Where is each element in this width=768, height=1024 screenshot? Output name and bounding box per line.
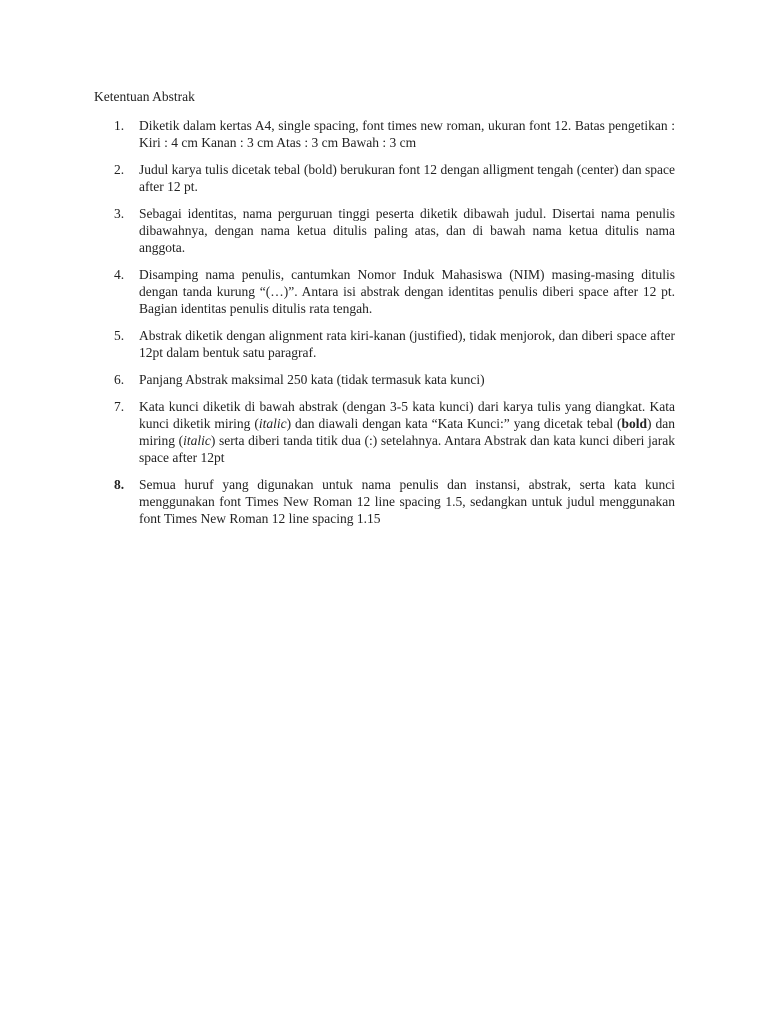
list-item [114, 476, 675, 527]
list-item-number: 6. [114, 372, 125, 387]
list-item-text [139, 161, 675, 195]
text-run: Disamping nama penulis, cantumkan Nomor Induk Mahasiswa (NIM) masing-masing ditulis dengan tanda kurung “(…)”. Antara isi abstrak dengan identitas penulis diberi space after 12 pt. Bagian identitas penulis ditulis rata tengah. [139, 267, 675, 316]
rules-list [114, 117, 675, 537]
list-item-number: 3. [114, 206, 125, 221]
text-run: Semua huruf yang digunakan untuk nama penulis dan instansi, abstrak, serta kata kunci menggunakan font Times New Roman 12 line spacing 1.5, sedangkan untuk judul menggunakan font Times New Roman 12 line spacing 1.15 [139, 477, 675, 526]
list-item-text [139, 205, 675, 256]
list-item-number: 2. [114, 162, 125, 177]
text-run: Judul karya tulis dicetak tebal (bold) berukuran font 12 dengan alligment tengah (center) dan space after 12 pt. [139, 162, 675, 194]
list-item [114, 161, 675, 195]
text-run: Panjang Abstrak maksimal 250 kata (tidak termasuk kata kunci) [139, 372, 485, 387]
text-run: ) serta diberi tanda titik dua (:) setelahnya. Antara Abstrak dan kata kunci diberi jarak space after 12pt [139, 433, 675, 465]
text-run: Abstrak diketik dengan alignment rata kiri-kanan (justified), tidak menjorok, dan diberi space after 12pt dalam bentuk satu paragraf. [139, 328, 675, 360]
text-run: bold [621, 416, 648, 431]
list-item [114, 266, 675, 317]
text-run: Kata kunci diketik di bawah abstrak (dengan 3-5 kata kunci) dari karya tulis yang diangkat. Kata kunci diketik miring ( [139, 399, 675, 431]
list-item [114, 398, 675, 466]
document-title: Ketentuan Abstrak [94, 89, 195, 104]
list-item-text [139, 476, 675, 527]
list-item-text [139, 266, 675, 317]
list-item [114, 117, 675, 151]
text-run: ) dan miring ( [139, 416, 675, 448]
list-item-number: 7. [114, 399, 125, 414]
text-run: italic [258, 416, 287, 431]
text-run: ) dan diawali dengan kata “Kata Kunci:” yang dicetak tebal ( [286, 416, 622, 431]
list-item-number: 8. [114, 477, 125, 492]
list-item-text [139, 371, 675, 388]
text-run: italic [183, 433, 211, 448]
text-run: Diketik dalam kertas A4, single spacing, font times new roman, ukuran font 12. Batas pengetikan : Kiri : 4 cm Kanan : 3 cm Atas : 3 cm Bawah : 3 cm [139, 118, 675, 150]
list-item-text [139, 117, 675, 151]
list-item [114, 371, 675, 388]
list-item [114, 205, 675, 256]
list-item-text [139, 327, 675, 361]
list-item-text [139, 398, 675, 466]
list-item-number: 1. [114, 118, 125, 133]
list-item-number: 5. [114, 328, 125, 343]
text-run: Sebagai identitas, nama perguruan tinggi peserta diketik dibawah judul. Disertai nama penulis dibawahnya, dengan nama ketua ditulis paling atas, dan di bawah nama ketua ditulis nama anggota. [139, 206, 675, 255]
list-item-number: 4. [114, 267, 125, 282]
list-item [114, 327, 675, 361]
